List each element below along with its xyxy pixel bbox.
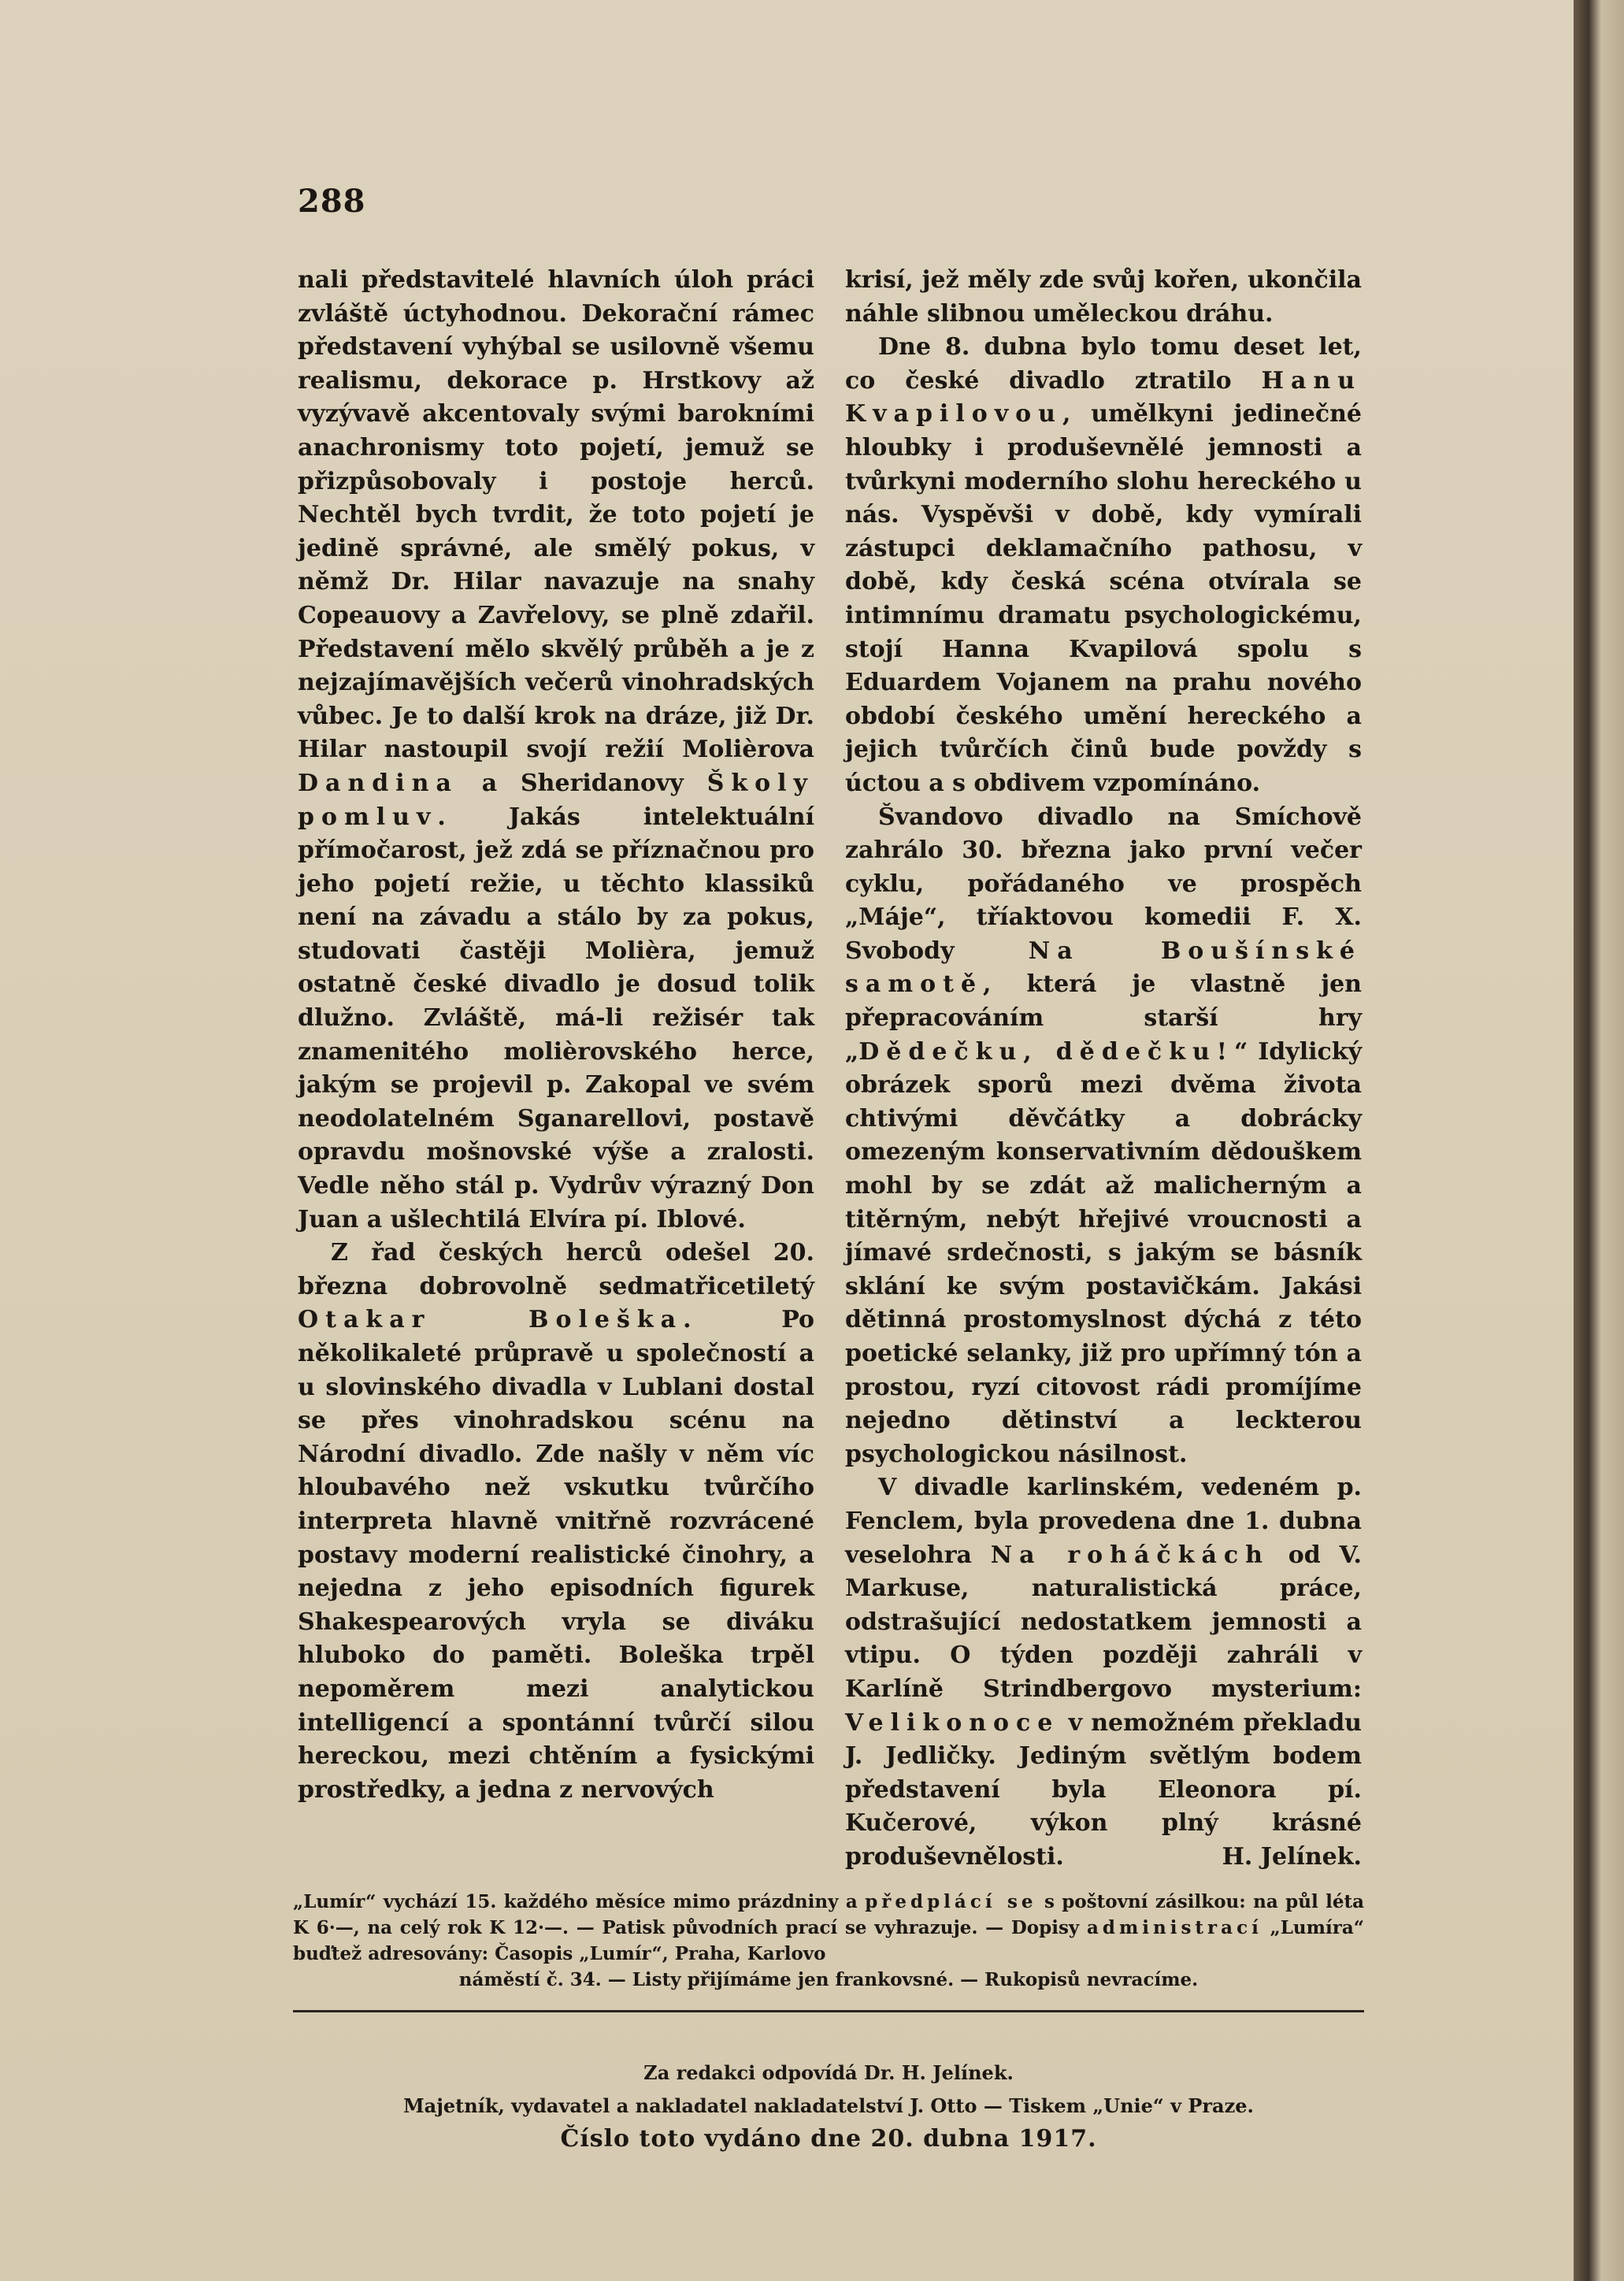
- name-otakar-boleska: Otakar Boleška: [298, 1306, 684, 1334]
- paragraph-kvapilova: [845, 331, 1362, 800]
- title-skola-pomluv: Školy pomluv: [298, 769, 814, 831]
- name-hana-kvapilova: Hanu Kvapilovou: [845, 366, 1362, 428]
- publisher-line: Majetník, vydavatel a nakladatel nakladatelství J. Otto — Tiskem „Unie“ v Praze.: [403, 2094, 1254, 2117]
- text-run: V divadle karlinském, vedeném p. Fenclem, byla provedena dne 1. dubna veselohra: [845, 1474, 1362, 1569]
- notice-emphasis-predplaci: předplácí se: [865, 1891, 1037, 1912]
- paragraph-theatre-review-vinohrady: [298, 264, 814, 1237]
- issue-date: Číslo toto vydáno dne 20. dubna 1917.: [560, 2125, 1097, 2153]
- text-run: Švandovo divadlo na Smíchově zahrálo 30. března jako první večer cyklu, pořádaného ve prospěch „Máje“, tříaktovou komedii F. X. Svobody: [845, 803, 1362, 965]
- text-run: . Jakás intelektuální přímočarost, jež zdá se příznačnou pro jeho pojetí režie, u těchto klassiků není na závadu a stálo by za pokus, studovati častěji Molièra, jemuž ostatně české divadlo je dosud tolik dlužno. Zvláště, má-li režisér tak znamenitého molièrovského herce, jakým se projevil p. Zakopal ve svém neodolatelném Sganarellovi, postavě opravdu mošnovské výše a zralosti. Vedle něho stál p. Vydrův výrazný Don Juan a ušlechtilá Elvíra pí. Iblové.: [298, 803, 814, 1233]
- subscription-notice: [293, 1889, 1364, 1993]
- notice-text: „Lumír“ vychází 15. každého měsíce mimo prázdniny a: [293, 1891, 866, 1912]
- book-spine-edge: [1574, 0, 1624, 2281]
- text-run: , umělkyni jedinečné hloubky i produševnělé jemnosti a tvůrkyni moderního slohu hereckého u nás. Vyspěvši v době, kdy vymírali zástupci deklamačního pathosu, v době, kdy česká scéna otvírala se intimnímu dramatu psychologickému, stojí Hanna Kvapilová spolu s Eduardem Vojanem na prahu nového období českého umění hereckého a jejich tvůrčích činů bude povždy s úctou a s obdivem vzpomínáno.: [845, 400, 1362, 797]
- editor-line: Za redakci odpovídá Dr. H. Jelínek.: [643, 2061, 1014, 2084]
- title-velikonoce: Velikonoce: [845, 1708, 1060, 1737]
- text-run: nali představitelé hlavních úloh práci zvláště úctyhodnou. Dekorační rámec představení vyhýbal se usilovně všemu realismu, dekorace p. Hrstkovy až vyzývavě akcentovaly svými barokními anachronismy toto pojetí, jemuž se přizpůsobovaly i postoje herců. Nechtěl bych tvrdit, že toto pojetí je jedině správné, ale smělý pokus, v němž Dr. Hilar navazuje na snahy Copeauovy a Zavřelovy, se plně zdařil. Představení mělo skvělý průběh a je z nejzajímavějších večerů vinohradských vůbec. Je to další krok na dráze, již Dr. Hilar nastoupil svojí režií Molièrova: [298, 266, 814, 764]
- title-dedecku: Dědečku, dědečku!: [858, 1037, 1234, 1066]
- text-run: Dne 8. dubna bylo tomu deset let, co české divadlo ztratilo: [845, 333, 1362, 395]
- paragraph-boleska: [298, 1237, 814, 1807]
- left-column: [298, 264, 814, 1807]
- text-run: . Po několikaleté průpravě u společností a u slovinského divadla v Lublani dostal se přes vinohradskou scénu na Národní divadlo. Zde našly v něm víc hloubavého než vskutku tvůrčího interpreta hlavně vnitřně rozvrácené postavy moderní realistické činohry, a nejedna z jeho episodních figurek Shakespearových vryla se diváku hluboko do paměti. Boleška trpěl nepoměrem mezi analytickou intelligencí a spontánní tvůrčí silou hereckou, mezi chtěním a fysickými prostředky, a jedna z nervových: [298, 1306, 814, 1804]
- notice-text: „Lumíra“ buďtež adresovány: Časopis „Lumír“, Praha, Karlovo: [293, 1917, 1364, 1964]
- notice-text: s poštovní zásilkou: na půl léta K 6·—, na celý rok K 12·—. — Patisk původních prací se vyhrazuje. — Dopisy: [293, 1891, 1365, 1938]
- text-run: Z řad českých herců odešel 20. března dobrovolně sedmatřicetiletý: [298, 1239, 814, 1300]
- paragraph-karlin-theatre: [845, 1471, 1362, 1874]
- text-run: a Sheridanovy: [458, 769, 707, 797]
- page-number: 288: [298, 183, 366, 220]
- paragraph-boleska-end: [845, 264, 1362, 331]
- text-run: “ Idylický obrázek sporů mezi dvěma života chtivými děvčátky a dobrácky omezeným konservativním dědouškem mohl by se zdát až malicherným a titěrným, nebýt hřejivé vroucnosti a jímavé srdečnosti, s jakým se básník sklání ke svým postavičkám. Jakási dětinná prostomyslnost dýchá z této poetické selanky, již pro upřímný tón a prostou, ryzí citovost rádi promíjíme nejedno dětinství a leckterou psychologickou násilnost.: [845, 1037, 1362, 1468]
- text-run: od V. Markuse, naturalistická práce, odstrašující nedostatkem jemnosti a vtipu. O týden později zahráli v Karlíně Strindbergovo mysterium:: [845, 1541, 1362, 1703]
- right-column: [845, 264, 1362, 1875]
- notice-text-last-line: náměstí č. 34. — Listy přijímáme jen frankovsné. — Rukopisů nevracíme.: [458, 1969, 1199, 1990]
- text-run: krisí, jež měly zde svůj kořen, ukončila náhle slibnou uměleckou dráhu.: [845, 266, 1362, 328]
- text-run: , která je vlastně jen přepracováním starší hry „: [845, 970, 1362, 1066]
- horizontal-rule: [293, 2010, 1364, 2012]
- paragraph-svandovo-divadlo: [845, 801, 1362, 1472]
- text-run: v nemožném překladu J. Jedličky. Jediným světlým bodem představení byla Eleonora pí. Kučerové, výkon plný krásné produševnělosti.: [845, 1708, 1362, 1871]
- title-dandin: Dandina: [298, 769, 458, 797]
- title-na-bousinske-samote: Na Boušínské samotě: [845, 937, 1362, 999]
- title-na-rohackach: Na roháčkách: [990, 1541, 1270, 1569]
- author-signature: H. Jelínek.: [1222, 1842, 1362, 1871]
- notice-emphasis-administrace: administrací: [1086, 1917, 1262, 1938]
